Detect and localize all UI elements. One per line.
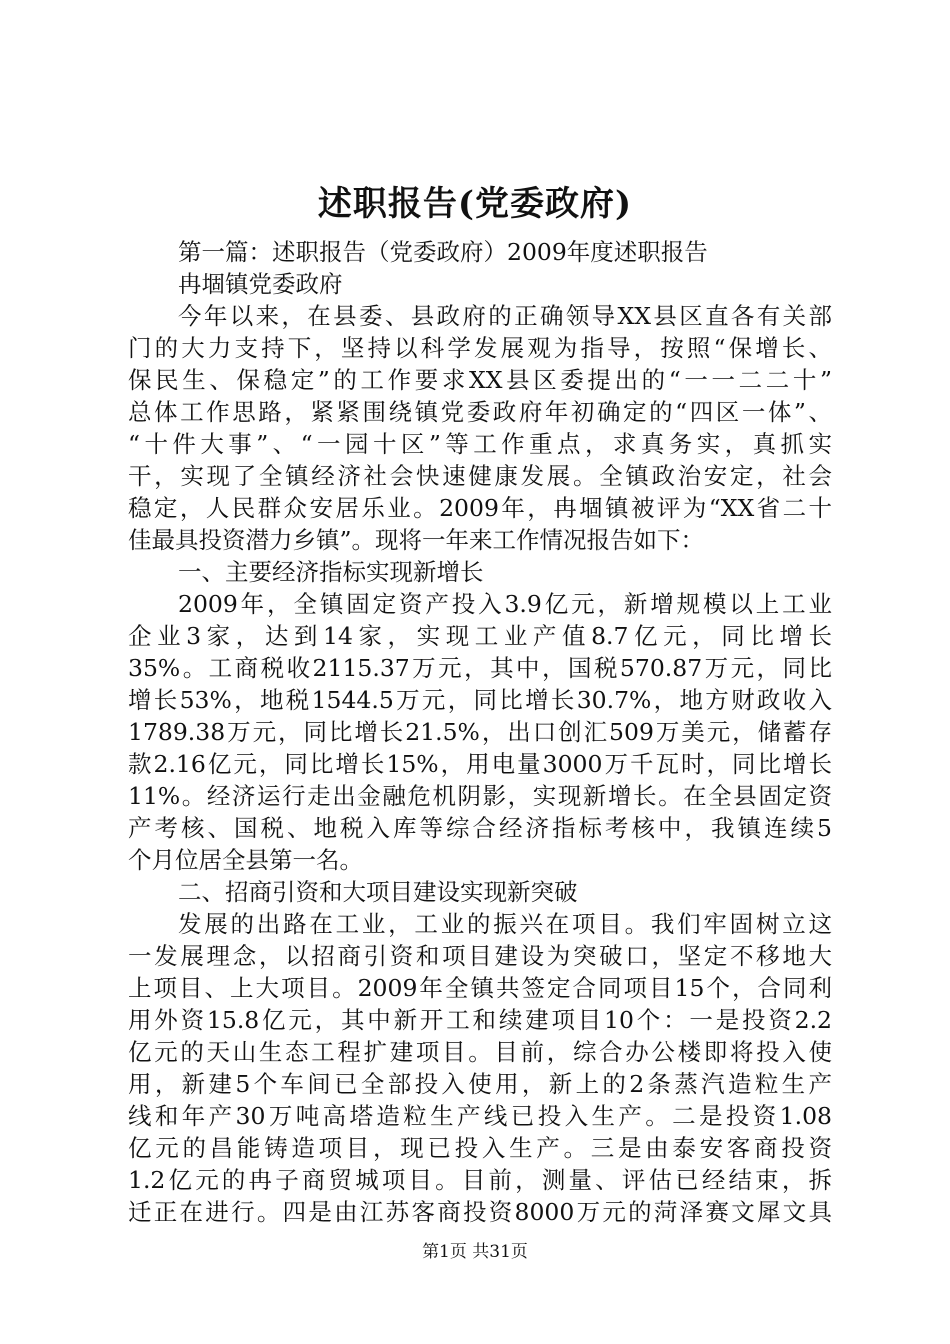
text-line: 线和年产30万吨高塔造粒生产线已投入生产。二是投资1.08 <box>128 1102 832 1130</box>
text-line: 冉堌镇党委政府 <box>178 270 343 298</box>
text-line: 上项目、上大项目。2009年全镇共签定合同项目15个，合同利 <box>128 974 832 1002</box>
text-line: 第一篇：述职报告（党委政府）2009年度述职报告 <box>178 238 708 266</box>
text-line: 总体工作思路，紧紧围绕镇党委政府年初确定的“四区一体”、 <box>128 398 832 426</box>
text-line: 一、主要经济指标实现新增长 <box>178 558 484 586</box>
text-line: 用，新建5个车间已全部投入使用，新上的2条蒸汽造粒生产 <box>128 1070 832 1098</box>
text-line: 亿元的昌能铸造项目，现已投入生产。三是由泰安客商投资 <box>128 1134 832 1162</box>
text-line: 稳定，人民群众安居乐业。2009年，冉堌镇被评为“XX省二十 <box>128 494 832 522</box>
text-line: 产考核、国税、地税入库等综合经济指标考核中，我镇连续5 <box>128 814 832 842</box>
document-title: 述职报告(党委政府) <box>317 184 633 224</box>
text-line: 个月位居全县第一名。 <box>128 846 363 874</box>
page-footer: 第1页 共31页 <box>422 1242 528 1262</box>
text-line: 亿元的天山生态工程扩建项目。目前，综合办公楼即将投入使 <box>128 1038 832 1066</box>
text-line: 保民生、保稳定”的工作要求XX县区委提出的“一一二二十” <box>128 366 832 394</box>
text-line: 二、招商引资和大项目建设实现新突破 <box>178 878 578 906</box>
text-line: 一发展理念，以招商引资和项目建设为突破口，坚定不移地大 <box>128 942 832 970</box>
text-line: 11%。经济运行走出金融危机阴影，实现新增长。在全县固定资 <box>128 782 832 810</box>
text-line: 干，实现了全镇经济社会快速健康发展。全镇政治安定，社会 <box>128 462 832 490</box>
text-line: 1.2亿元的冉子商贸城项目。目前，测量、评估已经结束，拆 <box>128 1166 832 1194</box>
text-line: 2009年，全镇固定资产投入3.9亿元，新增规模以上工业 <box>178 590 832 618</box>
text-line: 迁正在进行。四是由江苏客商投资8000万元的菏泽赛文犀文具 <box>128 1198 832 1226</box>
text-line: 1789.38万元，同比增长21.5%，出口创汇509万美元，储蓄存 <box>128 718 832 746</box>
text-line: 今年以来，在县委、县政府的正确领导XX县区直各有关部 <box>178 302 832 330</box>
document-body <box>128 236 832 1228</box>
text-line: “十件大事”、“一园十区”等工作重点，求真务实，真抓实 <box>128 430 832 458</box>
text-line: 35%。工商税收2115.37万元，其中，国税570.87万元，同比 <box>128 654 832 682</box>
text-line: 发展的出路在工业，工业的振兴在项目。我们牢固树立这 <box>178 910 832 938</box>
text-line: 用外资15.8亿元，其中新开工和续建项目10个：一是投资2.2 <box>128 1006 832 1034</box>
text-line: 企业3家，达到14家，实现工业产值8.7亿元，同比增长 <box>128 622 832 650</box>
text-line: 佳最具投资潜力乡镇”。现将一年来工作情况报告如下： <box>128 526 705 554</box>
text-line: 门的大力支持下，坚持以科学发展观为指导，按照“保增长、 <box>128 334 832 362</box>
text-line: 增长53%，地税1544.5万元，同比增长30.7%，地方财政收入 <box>128 686 832 714</box>
text-line: 款2.16亿元，同比增长15%，用电量3000万千瓦时，同比增长 <box>128 750 832 778</box>
